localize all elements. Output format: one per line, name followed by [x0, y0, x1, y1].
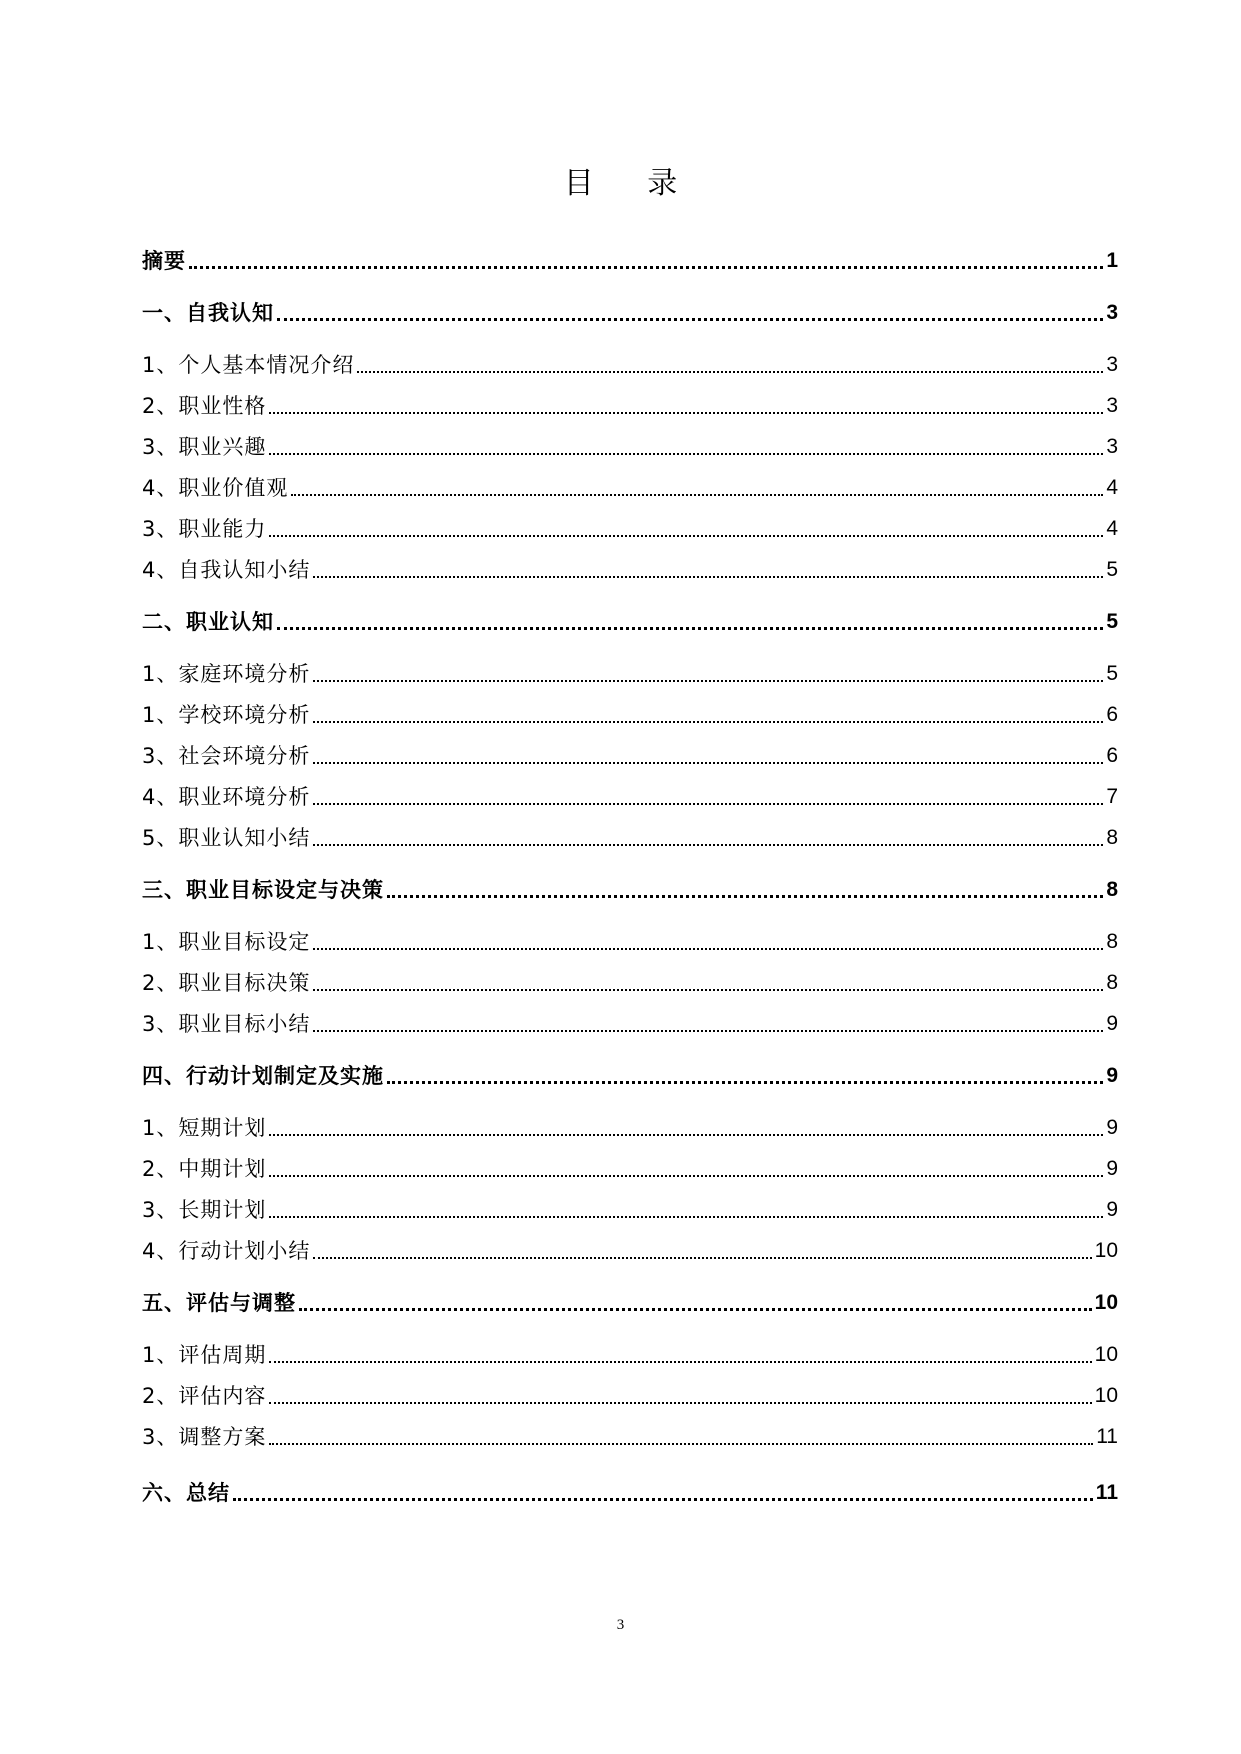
dot-leader	[233, 1497, 1093, 1501]
dot-leader	[269, 1442, 1093, 1445]
toc-entry[interactable]	[142, 432, 1118, 462]
toc-entry-page: 10	[1094, 1291, 1118, 1314]
toc-entry[interactable]	[142, 555, 1118, 585]
dot-leader	[313, 575, 1103, 578]
toc-entry-label: 3、调整方案	[142, 1425, 267, 1449]
toc-entry[interactable]	[142, 473, 1118, 503]
toc-entry-label: 三、职业目标设定与决策	[142, 878, 384, 902]
toc-entry[interactable]	[142, 1422, 1118, 1452]
toc-entry[interactable]	[142, 1288, 1118, 1318]
toc-entry-page: 1	[1106, 249, 1118, 272]
toc-entry[interactable]	[142, 1113, 1118, 1143]
toc-entry-label: 1、职业目标设定	[142, 930, 311, 954]
toc-entry-page: 9	[1106, 1157, 1118, 1180]
toc-entry[interactable]	[142, 391, 1118, 421]
toc-entry-page: 9	[1106, 1198, 1118, 1221]
dot-leader	[269, 534, 1103, 537]
toc-entry-page: 3	[1106, 394, 1118, 417]
toc-entry-page: 9	[1106, 1012, 1118, 1035]
toc-entry-page: 5	[1106, 610, 1118, 633]
toc-entry-label: 五、评估与调整	[142, 1291, 296, 1315]
toc-entry-label: 2、职业目标决策	[142, 971, 311, 995]
toc-entry-page: 3	[1106, 301, 1118, 324]
page-title: 目 录	[563, 166, 700, 201]
toc-entry-label: 4、自我认知小结	[142, 558, 311, 582]
toc-entry[interactable]	[142, 514, 1118, 544]
toc-entry-label: 1、评估周期	[142, 1343, 267, 1367]
toc-entry-label: 2、中期计划	[142, 1157, 267, 1181]
dot-leader	[269, 411, 1103, 414]
dot-leader	[313, 720, 1103, 723]
toc-entry-page: 9	[1106, 1116, 1118, 1139]
toc-entry-label: 一、自我认知	[142, 301, 274, 325]
toc-entry-page: 11	[1096, 1425, 1118, 1448]
toc-entry-page: 9	[1106, 1064, 1118, 1087]
dot-leader	[291, 493, 1103, 496]
toc-entry-label: 5、职业认知小结	[142, 826, 311, 850]
toc-entry-page: 10	[1094, 1239, 1118, 1262]
toc-entry[interactable]	[142, 782, 1118, 812]
toc-entry[interactable]	[142, 659, 1118, 689]
toc-entry-label: 1、个人基本情况介绍	[142, 353, 355, 377]
toc-entry-label: 3、社会环境分析	[142, 744, 311, 768]
dot-leader	[277, 626, 1103, 630]
dot-leader	[357, 370, 1103, 373]
dot-leader	[313, 761, 1103, 764]
toc-entry[interactable]	[142, 607, 1118, 637]
toc-entry-page: 5	[1106, 662, 1118, 685]
toc-entry-page: 8	[1106, 878, 1118, 901]
dot-leader	[269, 1133, 1103, 1136]
toc-entry[interactable]	[142, 968, 1118, 998]
toc-entry[interactable]	[142, 875, 1118, 905]
toc-entry[interactable]	[142, 823, 1118, 853]
toc-entry-page: 8	[1106, 826, 1118, 849]
toc-entry[interactable]	[142, 1009, 1118, 1039]
toc-entry-page: 5	[1106, 558, 1118, 581]
dot-leader	[313, 802, 1103, 805]
toc-entry[interactable]	[142, 927, 1118, 957]
dot-leader	[269, 1401, 1091, 1404]
dot-leader	[269, 1215, 1103, 1218]
toc-entry-label: 1、短期计划	[142, 1116, 267, 1140]
dot-leader	[269, 1174, 1103, 1177]
toc-entry-page: 7	[1106, 785, 1118, 808]
toc-entry-label: 3、职业能力	[142, 517, 267, 541]
toc-entry[interactable]	[142, 1195, 1118, 1225]
dot-leader	[269, 1360, 1091, 1363]
dot-leader	[313, 947, 1103, 950]
toc-entry-label: 摘要	[142, 249, 186, 273]
toc-entry-label: 4、职业环境分析	[142, 785, 311, 809]
toc-entry[interactable]	[142, 1478, 1118, 1508]
dot-leader	[313, 843, 1103, 846]
dot-leader	[313, 1029, 1103, 1032]
toc-entry-label: 2、职业性格	[142, 394, 267, 418]
toc-entry-label: 3、职业兴趣	[142, 435, 267, 459]
toc-entry-page: 8	[1106, 971, 1118, 994]
dot-leader	[299, 1307, 1092, 1311]
dot-leader	[189, 265, 1103, 269]
toc-entry[interactable]	[142, 1061, 1118, 1091]
toc-entry[interactable]	[142, 1236, 1118, 1266]
toc-entry-label: 4、行动计划小结	[142, 1239, 311, 1263]
toc-entry-label: 六、总结	[142, 1481, 230, 1505]
toc-entry-label: 1、学校环境分析	[142, 703, 311, 727]
toc-entry[interactable]	[142, 1154, 1118, 1184]
toc-entry-page: 11	[1095, 1481, 1118, 1504]
page-number: 3	[616, 1617, 625, 1633]
toc-entry-label: 3、职业目标小结	[142, 1012, 311, 1036]
dot-leader	[387, 1080, 1103, 1084]
toc-entry[interactable]	[142, 1381, 1118, 1411]
toc-entry-label: 4、职业价值观	[142, 476, 289, 500]
toc-entry-label: 1、家庭环境分析	[142, 662, 311, 686]
dot-leader	[269, 452, 1103, 455]
toc-entry-page: 6	[1106, 703, 1118, 726]
toc-entry-page: 3	[1106, 435, 1118, 458]
toc-entry-page: 10	[1094, 1343, 1118, 1366]
toc-entry-label: 3、长期计划	[142, 1198, 267, 1222]
toc-entry[interactable]	[142, 741, 1118, 771]
dot-leader	[277, 317, 1103, 321]
toc-entry[interactable]	[142, 298, 1118, 328]
dot-leader	[313, 1256, 1091, 1259]
toc-entry-page: 3	[1106, 353, 1118, 376]
toc-entry[interactable]	[142, 350, 1118, 380]
toc-entry-label: 四、行动计划制定及实施	[142, 1064, 384, 1088]
toc-entry-label: 二、职业认知	[142, 610, 274, 634]
toc-entry-page: 4	[1106, 517, 1118, 540]
toc-entry-page: 8	[1106, 930, 1118, 953]
toc-entry-page: 6	[1106, 744, 1118, 767]
toc-entry-page: 4	[1106, 476, 1118, 499]
toc-entry-label: 2、评估内容	[142, 1384, 267, 1408]
toc-entry-page: 10	[1094, 1384, 1118, 1407]
toc-entry[interactable]	[142, 246, 1118, 276]
toc-entry[interactable]	[142, 700, 1118, 730]
toc-entry[interactable]	[142, 1340, 1118, 1370]
dot-leader	[387, 894, 1103, 898]
dot-leader	[313, 988, 1103, 991]
dot-leader	[313, 679, 1103, 682]
